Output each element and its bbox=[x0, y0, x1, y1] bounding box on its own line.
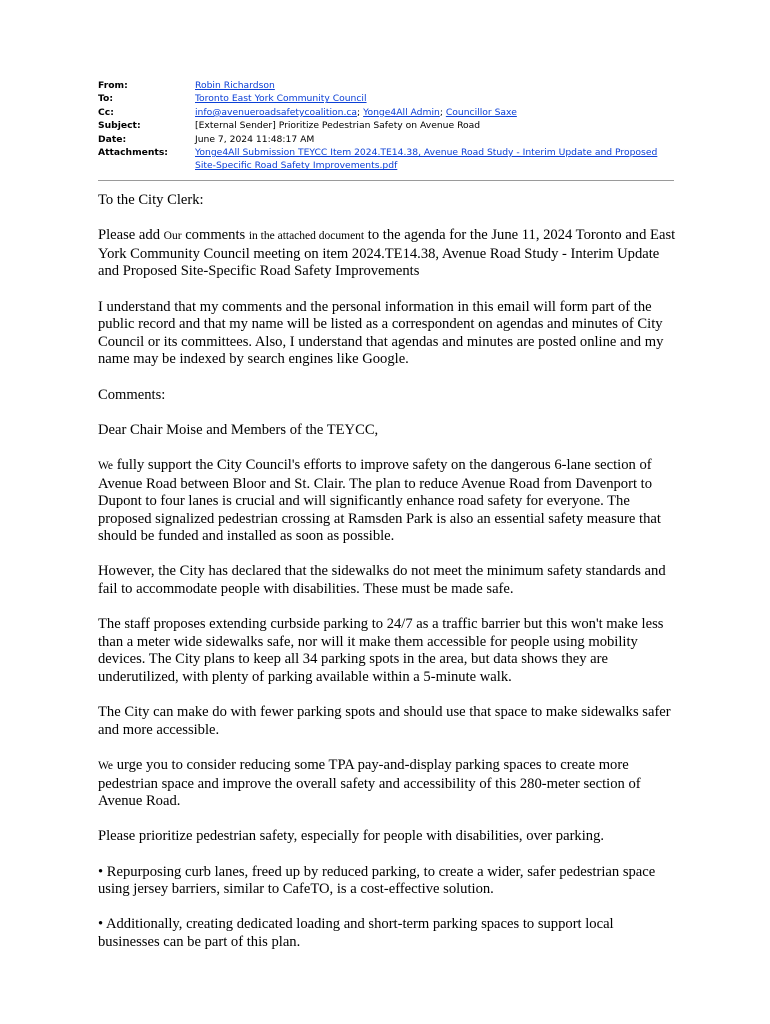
cc-separator: ; bbox=[439, 106, 446, 118]
subject-value: [External Sender] Prioritize Pedestrian Safety on Avenue Road bbox=[195, 120, 481, 132]
cc-label: Cc: bbox=[98, 106, 114, 118]
attachments-label: Attachments: bbox=[98, 147, 168, 159]
from-link[interactable]: Robin Richardson bbox=[195, 80, 275, 91]
cc-link-1[interactable]: info@avenueroadsafetycoalition.ca bbox=[195, 106, 358, 118]
attachments-row bbox=[98, 146, 676, 173]
p7-small-we: We bbox=[98, 760, 114, 772]
p3-small-we: We bbox=[98, 459, 114, 472]
email-body bbox=[98, 192, 678, 969]
paragraph-support bbox=[98, 457, 678, 546]
p1-text: Please add bbox=[98, 227, 164, 244]
cc-row bbox=[98, 106, 676, 119]
subject-row bbox=[98, 119, 676, 132]
p1-text: comments bbox=[181, 227, 249, 244]
cc-link-3[interactable]: Councillor Saxe bbox=[445, 106, 517, 118]
email-header bbox=[98, 79, 676, 173]
date-label: Date: bbox=[98, 133, 127, 145]
paragraph-parking: The staff proposes extending curbside parking to 24/7 as a traffic barrier but this won't make less than a meter wide sidewalks safe, nor will it make them accessible for people using mobility devices. The City plans to keep all 34 parking spots in the area, but data shows they are underutilized, with plenty of parking available within a 5-minute walk. bbox=[98, 616, 664, 686]
attachment-link[interactable]: Yonge4All Submission TEYCC Item 2024.TE14.38, Avenue Road Study - Interim Update and Proposed Site-Specific Road Safety Improvements.pdf bbox=[195, 147, 658, 172]
paragraph-sidewalks: However, the City has declared that the sidewalks do not meet the minimum safety standards and fail to accommodate people with disabilities. These must be made safe. bbox=[98, 563, 666, 598]
date-value: June 7, 2024 11:48:17 AM bbox=[195, 133, 315, 145]
to-label: To: bbox=[98, 93, 114, 105]
bullet-loading: • Additionally, creating dedicated loading and short-term parking spaces to support local businesses can be part of this plan. bbox=[98, 916, 614, 950]
p1-text: to the agenda for the June 11, 2024 Toronto and East York Community Council meeting on item 2024.TE14.38, Avenue Road Study - Interim Update and Proposed Site-Specific Road Safety Improvements bbox=[98, 227, 676, 280]
p1-small-our: Our bbox=[163, 230, 182, 243]
to-row bbox=[98, 92, 676, 105]
to-link[interactable]: Toronto East York Community Council bbox=[195, 93, 367, 105]
paragraph-prioritize: Please prioritize pedestrian safety, especially for people with disabilities, over parking. bbox=[98, 828, 605, 845]
p1-small-attached: in the attached document bbox=[248, 230, 365, 243]
header-divider bbox=[98, 180, 674, 181]
cc-link-2[interactable]: Yonge4All Admin bbox=[363, 106, 440, 118]
paragraph-urge bbox=[98, 757, 678, 811]
cc-separator: ; bbox=[357, 106, 364, 118]
subject-label: Subject: bbox=[98, 120, 141, 132]
paragraph-privacy: I understand that my comments and the personal information in this email will form part of the public record and that my name will be listed as a correspondent on agendas and minutes of City Council or its committees. Also, I understand that agendas and minutes are posted online and my name may be indexed by search engines like Google. bbox=[98, 298, 664, 368]
comments-label: Comments: bbox=[98, 386, 166, 403]
date-row bbox=[98, 133, 676, 146]
from-row bbox=[98, 79, 676, 92]
bullet-curb-lanes: • Repurposing curb lanes, freed up by reduced parking, to create a wider, safer pedestrian space using jersey barriers, similar to CafeTO, is a cost-effective solution. bbox=[98, 863, 656, 898]
from-label: From: bbox=[98, 80, 128, 91]
paragraph-request bbox=[98, 227, 678, 281]
paragraph-fewer-spots: The City can make do with fewer parking spots and should use that space to make sidewalks safer and more accessible. bbox=[98, 704, 671, 738]
greeting: To the City Clerk: bbox=[98, 192, 204, 208]
p3-text: fully support the City Council's efforts to improve safety on the dangerous 6-lane section of Avenue Road between Bloor and St. Clair. The plan to reduce Avenue Road from Davenport to Dupont to four lanes is crucial and will significantly enhance road safety for everyone. The proposed signalized pedestrian crossing at Ramsden Park is also an essential safety measure that should be funded and installed as soon as possible. bbox=[98, 456, 661, 545]
salutation: Dear Chair Moise and Members of the TEYCC, bbox=[98, 421, 379, 438]
p7-text: urge you to consider reducing some TPA pay-and-display parking spaces to create more pedestrian space and improve the overall safety and accessibility of this 280-meter section of Avenue Road. bbox=[98, 757, 641, 810]
